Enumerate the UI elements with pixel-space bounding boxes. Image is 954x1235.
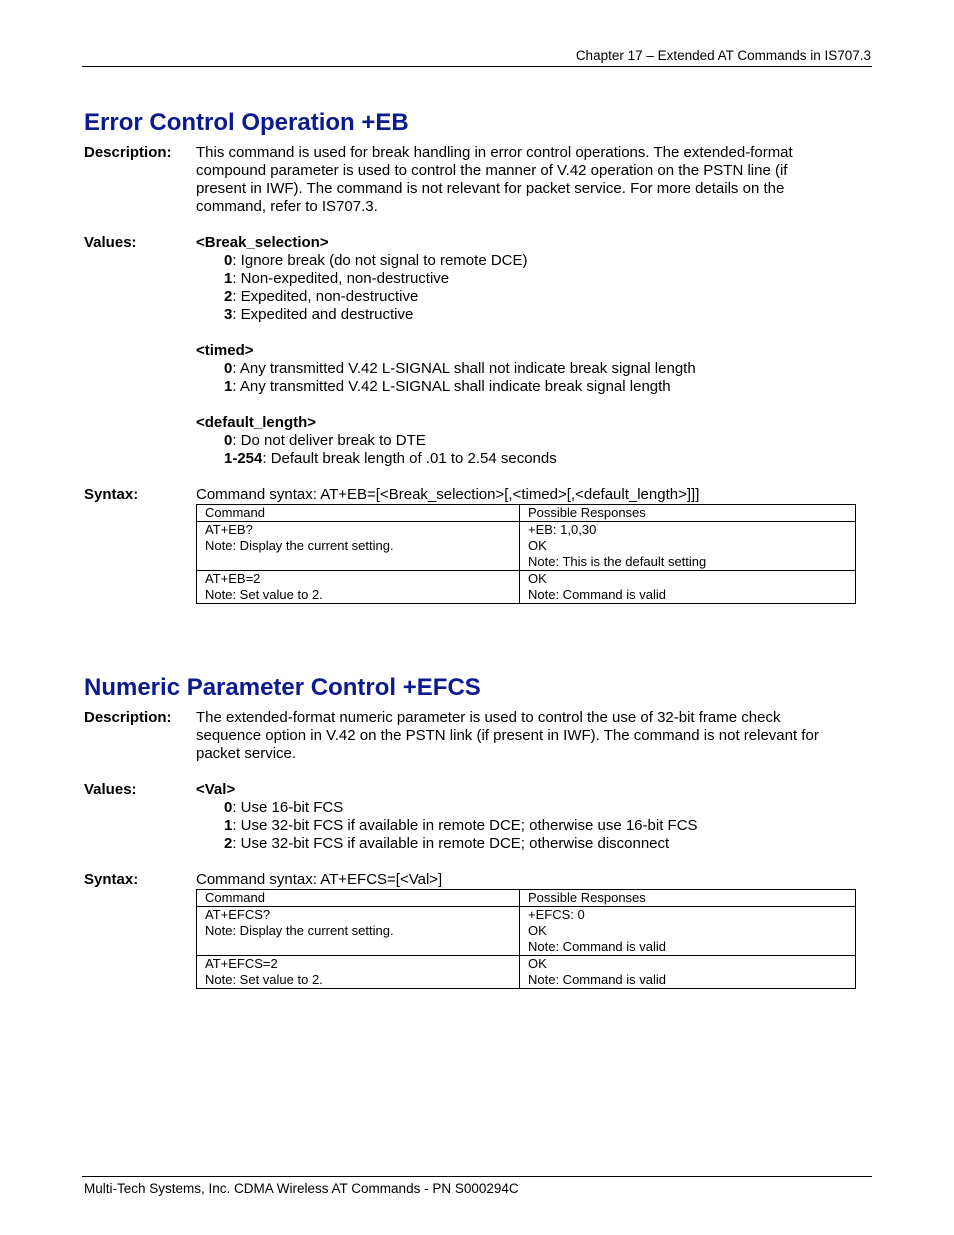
values-row — [84, 781, 874, 853]
table-cell-command: AT+EFCS? Note: Display the current setting. — [197, 907, 520, 956]
command-table — [196, 504, 856, 604]
command-table — [196, 889, 856, 989]
table-cell-command: AT+EFCS=2 Note: Set value to 2. — [197, 956, 520, 989]
option-item: 1: Any transmitted V.42 L-SIGNAL shall indicate break signal length — [224, 378, 671, 395]
table-cell-command: AT+EB? Note: Display the current setting. — [197, 522, 520, 571]
description-row — [84, 709, 874, 763]
footer-rule — [82, 1176, 872, 1177]
option-item: 1-254: Default break length of .01 to 2.54 seconds — [224, 450, 557, 467]
syntax-text: Command syntax: AT+EFCS=[<Val>] — [196, 871, 443, 888]
option-item: 0: Do not deliver break to DTE — [224, 432, 426, 449]
syntax-label: Syntax: — [84, 486, 139, 503]
section-title: Error Control Operation +EB — [84, 109, 409, 136]
table-cell-response: +EB: 1,0,30 OK Note: This is the default setting — [520, 522, 856, 571]
table-row — [197, 956, 856, 989]
page-footer: Multi-Tech Systems, Inc. CDMA Wireless AT Commands - PN S000294C — [84, 1181, 519, 1196]
table-header-row — [197, 890, 856, 907]
values-label: Values: — [84, 781, 137, 798]
description-label: Description: — [84, 144, 172, 161]
table-row — [197, 522, 856, 571]
description-label: Description: — [84, 709, 172, 726]
table-cell-response: OK Note: Command is valid — [520, 956, 856, 989]
table-cell-response: OK Note: Command is valid — [520, 571, 856, 604]
table-cell-command: AT+EB=2 Note: Set value to 2. — [197, 571, 520, 604]
header-rule — [82, 66, 872, 67]
table-header-row — [197, 505, 856, 522]
table-header-cell: Possible Responses — [520, 890, 856, 907]
option-item: 1: Non-expedited, non-destructive — [224, 270, 450, 287]
section-eb — [84, 108, 874, 604]
values-label: Values: — [84, 234, 137, 251]
param-name: <default_length> — [196, 414, 317, 431]
table-header-cell: Possible Responses — [520, 505, 856, 522]
param-name: <Val> — [196, 781, 236, 798]
option-item: 3: Expedited and destructive — [224, 306, 414, 323]
option-item: 0: Any transmitted V.42 L-SIGNAL shall not indicate break signal length — [224, 360, 696, 377]
syntax-text: Command syntax: AT+EB=[<Break_selection>[,<timed>[,<default_length>]]] — [196, 486, 700, 503]
param-name: <Break_selection> — [196, 234, 329, 251]
option-item: 1: Use 32-bit FCS if available in remote DCE; otherwise use 16-bit FCS — [224, 817, 698, 834]
syntax-row — [84, 871, 874, 989]
section-efcs — [84, 673, 874, 989]
table-header-cell: Command — [197, 505, 520, 522]
table-cell-response: +EFCS: 0 OK Note: Command is valid — [520, 907, 856, 956]
param-name: <timed> — [196, 342, 254, 359]
description-row — [84, 144, 874, 216]
page-header: Chapter 17 – Extended AT Commands in IS707.3 — [575, 48, 871, 63]
table-row — [197, 907, 856, 956]
option-item: 2: Expedited, non-destructive — [224, 288, 419, 305]
syntax-label: Syntax: — [84, 871, 139, 888]
values-row — [84, 234, 874, 468]
table-row — [197, 571, 856, 604]
option-item: 0: Ignore break (do not signal to remote DCE) — [224, 252, 528, 269]
description-text: This command is used for break handling in error control operations. The extended-format compound parameter is used to control the manner of V.42 operation on the PSTN line (if present in IWF). The command is not relevant for packet service. For more details on the command, refer to IS707.3. — [196, 144, 793, 215]
option-item: 2: Use 32-bit FCS if available in remote DCE; otherwise disconnect — [224, 835, 670, 852]
table-header-cell: Command — [197, 890, 520, 907]
option-item: 0: Use 16-bit FCS — [224, 799, 344, 816]
syntax-row — [84, 486, 874, 604]
section-title: Numeric Parameter Control +EFCS — [84, 674, 481, 701]
description-text: The extended-format numeric parameter is used to control the use of 32-bit frame check sequence option in V.42 on the PSTN link (if present in IWF). The command is not relevant for packet service. — [196, 709, 819, 762]
